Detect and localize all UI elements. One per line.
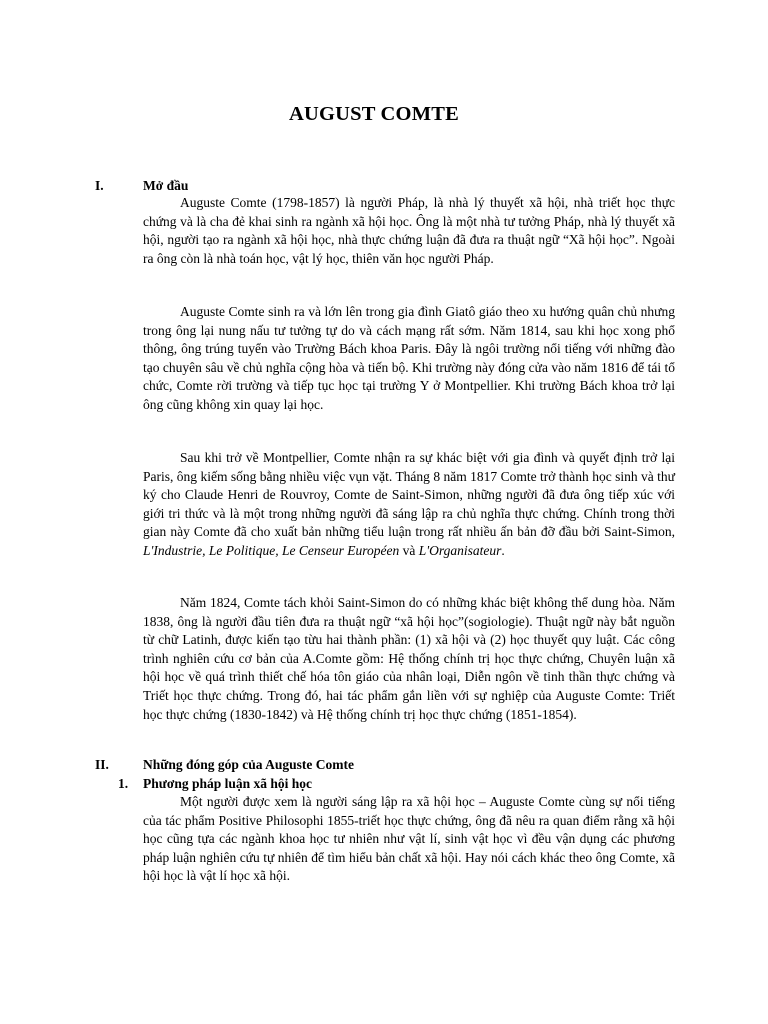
paragraph-text-main: Sau khi trở về Montpellier, Comte nhận ra sự khác biệt với gia đình và quyết định trở lại Paris, ông kiếm sống bằng nhiều việc vụn vặt. Tháng 8 năm 1817 Comte trở thành học sinh và thư ký cho Claude Henri de Rouvroy, Comte de Saint-Simon, những người đã đưa ông tiếp xúc với giới tri thức và là một trong những người đã sáng lập ra chủ nghĩa thực chứng. Chính trong thời gian này Comte đã cho xuất bản những tiểu luận trong rất nhiều ấn bản đỡ đầu bởi Saint-Simon, [143, 450, 675, 540]
publication-titles: L'Industrie, Le Politique, Le Censeur Européen [143, 542, 400, 558]
section-2-heading: Những đóng góp của Auguste Comte [143, 757, 355, 772]
section-1-paragraph-2 [143, 303, 675, 415]
conjunction: và [399, 542, 419, 558]
publication-title: L'Organisateur [418, 542, 502, 558]
paragraph-text: Auguste Comte sinh ra và lớn lên trong gia đình Giatô giáo theo xu hướng quân chủ nhưng trong ông lại nung nấu tư tưởng tự do và cách mạng rất sớm. Năm 1814, sau khi học xong phổ thông, ông trúng tuyển vào Trường Bách khoa Paris. Đây là ngôi trường nổi tiếng với những đào tạo chuyên sâu về chủ nghĩa cộng hòa và tiến bộ. Khi trường này đóng cửa vào năm 1816 để tái tổ chức, Comte rời trường và tiếp tục học tại trường Y ở Montpellier. Khi trường Bách khoa trở lại ông cũng không xin quay lại học. [143, 304, 675, 412]
subsection-1-number: 1. [118, 776, 129, 791]
section-2-paragraph-1 [143, 793, 675, 886]
section-1-paragraph-1 [143, 194, 675, 268]
paragraph-text: Auguste Comte (1798-1857) là người Pháp, là nhà lý thuyết xã hội, nhà triết học thực chứng và là cha đẻ khai sinh ra ngành xã hội học. Ông là một nhà tư tưởng Pháp, nhà lý thuyết xã hội, người tạo ra ngành xã hội học, nhà thực chứng luận đã đưa ra thuật ngữ “Xã hội học”. Ngoài ra ông còn là nhà toán học, vật lý học, thiên văn học người Pháp. [143, 195, 675, 266]
paragraph-text: Một người được xem là người sáng lập ra xã hội học – Auguste Comte cùng sự nổi tiếng của tác phẩm Positive Philosophi 1855-triết học thực chứng, ông đã nêu ra quan điểm rằng xã hội học cũng tựa các ngành khoa học tư nhiên như vật lí, sinh vật học vì đều vận dụng các phương pháp luận nghiên cứu tự nhiên để tìm hiểu bản chất xã hội. Hay nói cách khác theo ông Comte, xã hội học là vật lí học xã hội. [143, 794, 675, 884]
paragraph-text [143, 449, 675, 561]
paragraph-text: Năm 1824, Comte tách khỏi Saint-Simon do có những khác biệt không thể dung hòa. Năm 1838, ông là người đầu tiên đưa ra thuật ngữ “xã hội học”(sogiologie). Thuật ngữ này bắt nguồn từ chữ Latinh, được kiến tạo từu hai thành phần: (1) xã hội và (2) học thuyết quy luật. Các công trình nghiên cứu cơ bản của A.Comte gồm: Hệ thống chính trị học thực chứng, Chuyên luận xã hội học về quá trình thiết chế hóa tôn giáo của nhân loại, Diễn ngôn về tinh thần thực chứng và Triết học thực chứng. Trong đó, hai tác phẩm gắn liền với sự nghiệp của Auguste Comte: Triết học thực chứng (1830-1842) và Hệ thống chính trị học thực chứng (1851-1854). [143, 595, 675, 722]
subsection-1-heading: Phương pháp luận xã hội học [143, 776, 313, 791]
document-title: AUGUST COMTE [288, 103, 460, 125]
section-2-number: II. [95, 757, 109, 772]
section-1-number: I. [95, 178, 104, 193]
section-1-paragraph-4 [143, 594, 675, 724]
period: . [501, 542, 505, 558]
section-1-paragraph-3 [143, 449, 675, 561]
section-1-heading: Mở đầu [143, 178, 189, 193]
